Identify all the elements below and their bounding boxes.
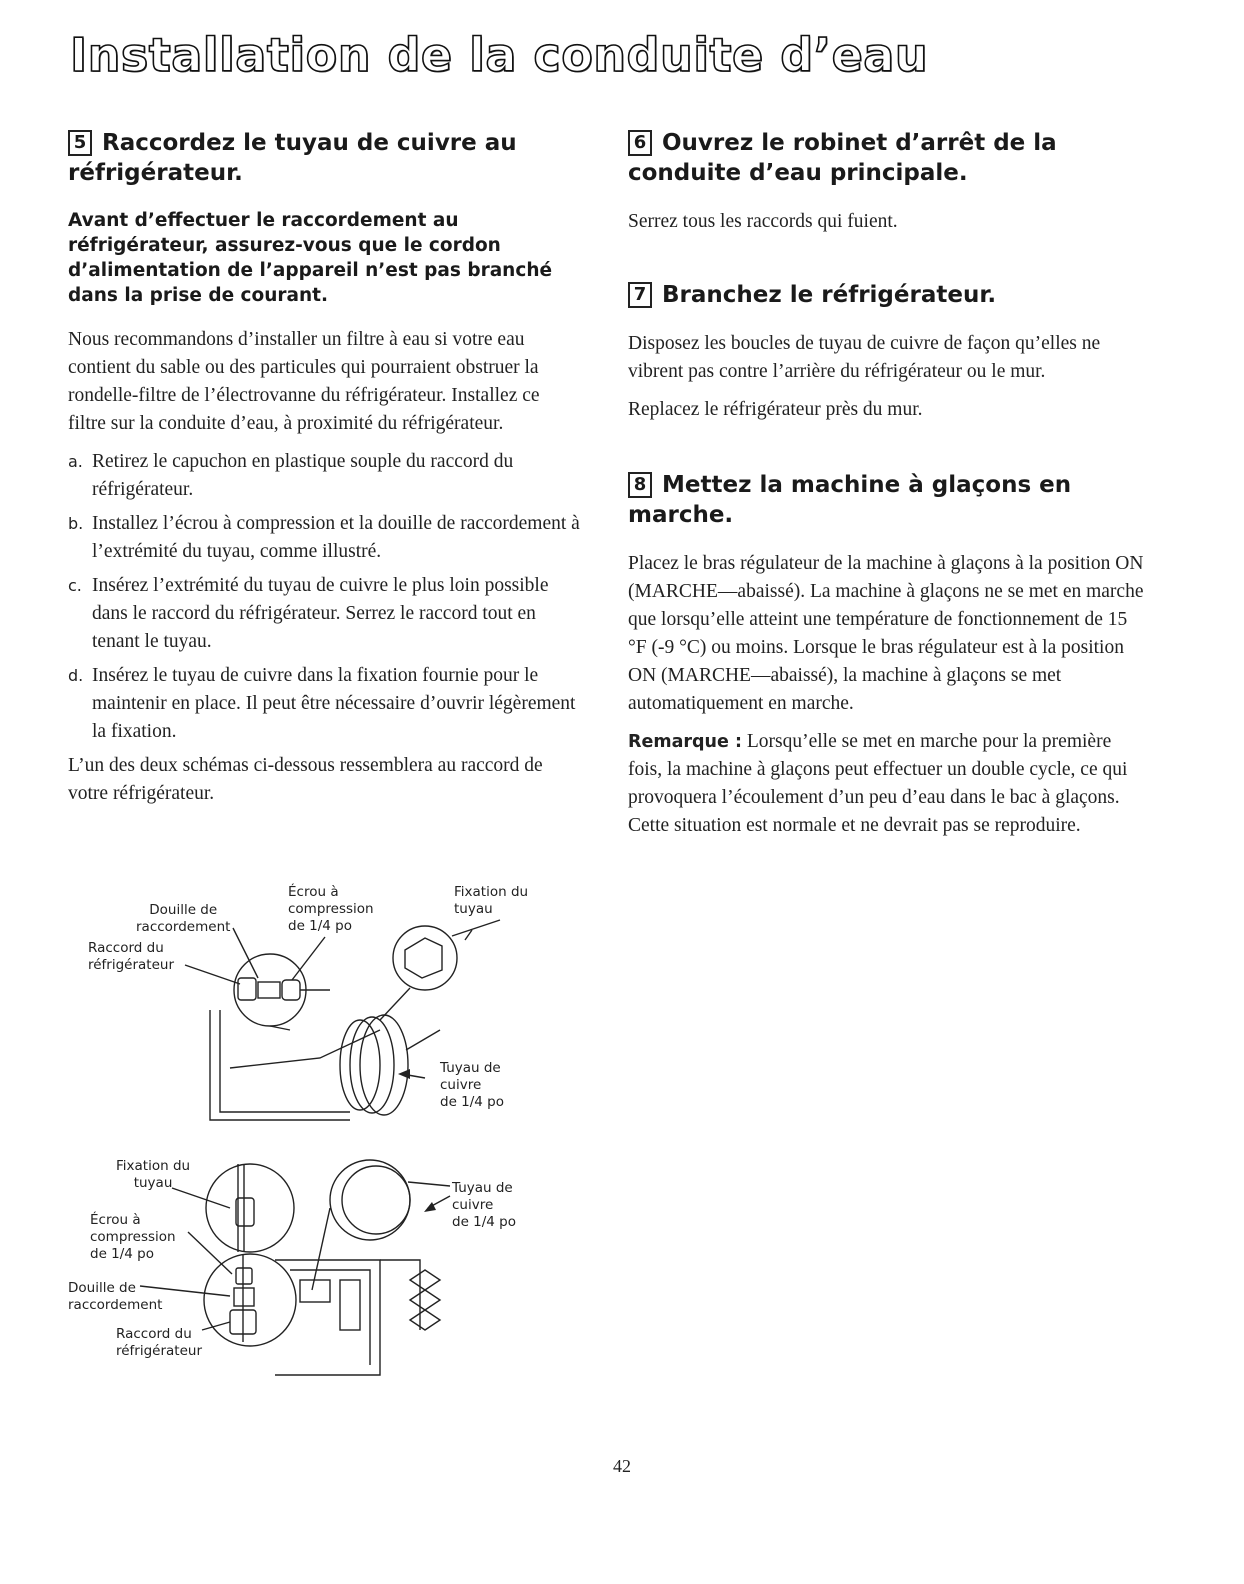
remarque-text: Lorsqu’elle se met en marche pour la première fois, la machine à glaçons peut effectuer un double cycle, ce qui provoquera l’écoulement d’un peu d’eau dans le bac à glaçons. Cette situation est normale et ne devrait pas se reproduire.: [628, 731, 1128, 836]
list-item: [68, 662, 580, 746]
d1-label-raccord: Raccord du réfrigérateur: [88, 940, 175, 973]
page-number: 42: [613, 1456, 631, 1476]
remarque-label: Remarque :: [628, 732, 742, 752]
step5-list: [68, 448, 580, 746]
step8-p1: Placez le bras régulateur de la machine à glaçons à la position ON (MARCHE—abaissé). La machine à glaçons ne se met en marche que lorsqu’elle atteint une température de fonctionnement de 15 °F (-9 °C) ou moins. Lorsque le bras régulateur est à la position ON (MARCHE—abaissé), la machine à glaçons se met automatiquement en marche.: [628, 553, 1144, 714]
list-marker: a.: [68, 452, 83, 471]
step7-heading: [628, 280, 1148, 310]
step7-p2: Replacez le réfrigérateur près du mur.: [628, 399, 923, 420]
list-item: [68, 448, 580, 504]
step5-number: 5: [68, 130, 92, 156]
list-item-text: Retirez le capuchon en plastique souple du raccord du réfrigérateur.: [92, 451, 514, 500]
list-marker: c.: [68, 576, 82, 595]
step8-heading: [628, 470, 1148, 530]
diagram-2: [68, 1150, 560, 1390]
step5-heading-text: Raccordez le tuyau de cuivre au réfrigérateur.: [68, 130, 517, 186]
d2-label-raccord: Raccord du réfrigérateur: [116, 1326, 203, 1359]
left-column: [68, 128, 580, 818]
step5-outro: L’un des deux schémas ci-dessous ressemblera au raccord de votre réfrigérateur.: [68, 755, 543, 804]
d1-label-ecrou: Écrou à compression de 1/4 po: [288, 884, 374, 934]
list-item-text: Installez l’écrou à compression et la douille de raccordement à l’extrémité du tuyau, comme illustré.: [92, 513, 580, 562]
list-item-text: Insérez l’extrémité du tuyau de cuivre le plus loin possible dans le raccord du réfrigérateur. Serrez le raccord tout en tenant le tuyau.: [92, 575, 549, 652]
d2-label-fixation: Fixation du tuyau: [116, 1158, 191, 1191]
step6-heading: [628, 128, 1148, 188]
d1-label-tuyau: Tuyau de cuivre de 1/4 po: [440, 1060, 505, 1110]
step5-heading: [68, 128, 580, 188]
list-item: [68, 572, 580, 656]
page-title: Installation de la conduite d’eau: [70, 28, 929, 82]
d1-label-fixation: Fixation du tuyau: [454, 884, 529, 917]
d2-label-douille: Douille de raccordement: [68, 1280, 163, 1313]
d1-label-douille: Douille de raccordement: [136, 902, 231, 935]
step7-number: 7: [628, 282, 652, 308]
d2-label-tuyau: Tuyau de cuivre de 1/4 po: [452, 1180, 517, 1230]
step6-number: 6: [628, 130, 652, 156]
list-marker: b.: [68, 514, 84, 533]
list-item-text: Insérez le tuyau de cuivre dans la fixation fournie pour le maintenir en place. Il peut être nécessaire d’ouvrir légèrement la fixation.: [92, 665, 576, 742]
list-item: [68, 510, 580, 566]
right-column: [628, 128, 1148, 850]
diagram-1: [80, 880, 560, 1130]
step8-remarque: [628, 728, 1148, 840]
step8-number: 8: [628, 472, 652, 498]
step7-heading-text: Branchez le réfrigérateur.: [662, 282, 997, 308]
step8-heading-text: Mettez la machine à glaçons en marche.: [628, 472, 1072, 528]
step7-p1: Disposez les boucles de tuyau de cuivre de façon qu’elles ne vibrent pas contre l’arrière du réfrigérateur ou le mur.: [628, 333, 1101, 382]
step6-heading-text: Ouvrez le robinet d’arrêt de la conduite d’eau principale.: [628, 130, 1057, 186]
list-marker: d.: [68, 666, 84, 685]
step5-intro: Nous recommandons d’installer un filtre à eau si votre eau contient du sable ou des particules qui pourraient obstruer la rondelle-filtre de l’électrovanne du réfrigérateur. Installez ce filtre sur la conduite d’eau, à proximité du réfrigérateur.: [68, 329, 540, 434]
d2-label-ecrou: Écrou à compression de 1/4 po: [90, 1212, 176, 1262]
step6-text: Serrez tous les raccords qui fuient.: [628, 211, 898, 232]
step5-warning: Avant d’effectuer le raccordement au réfrigérateur, assurez-vous que le cordon d’alimentation de l’appareil n’est pas branché dans la prise de courant.: [68, 210, 553, 306]
